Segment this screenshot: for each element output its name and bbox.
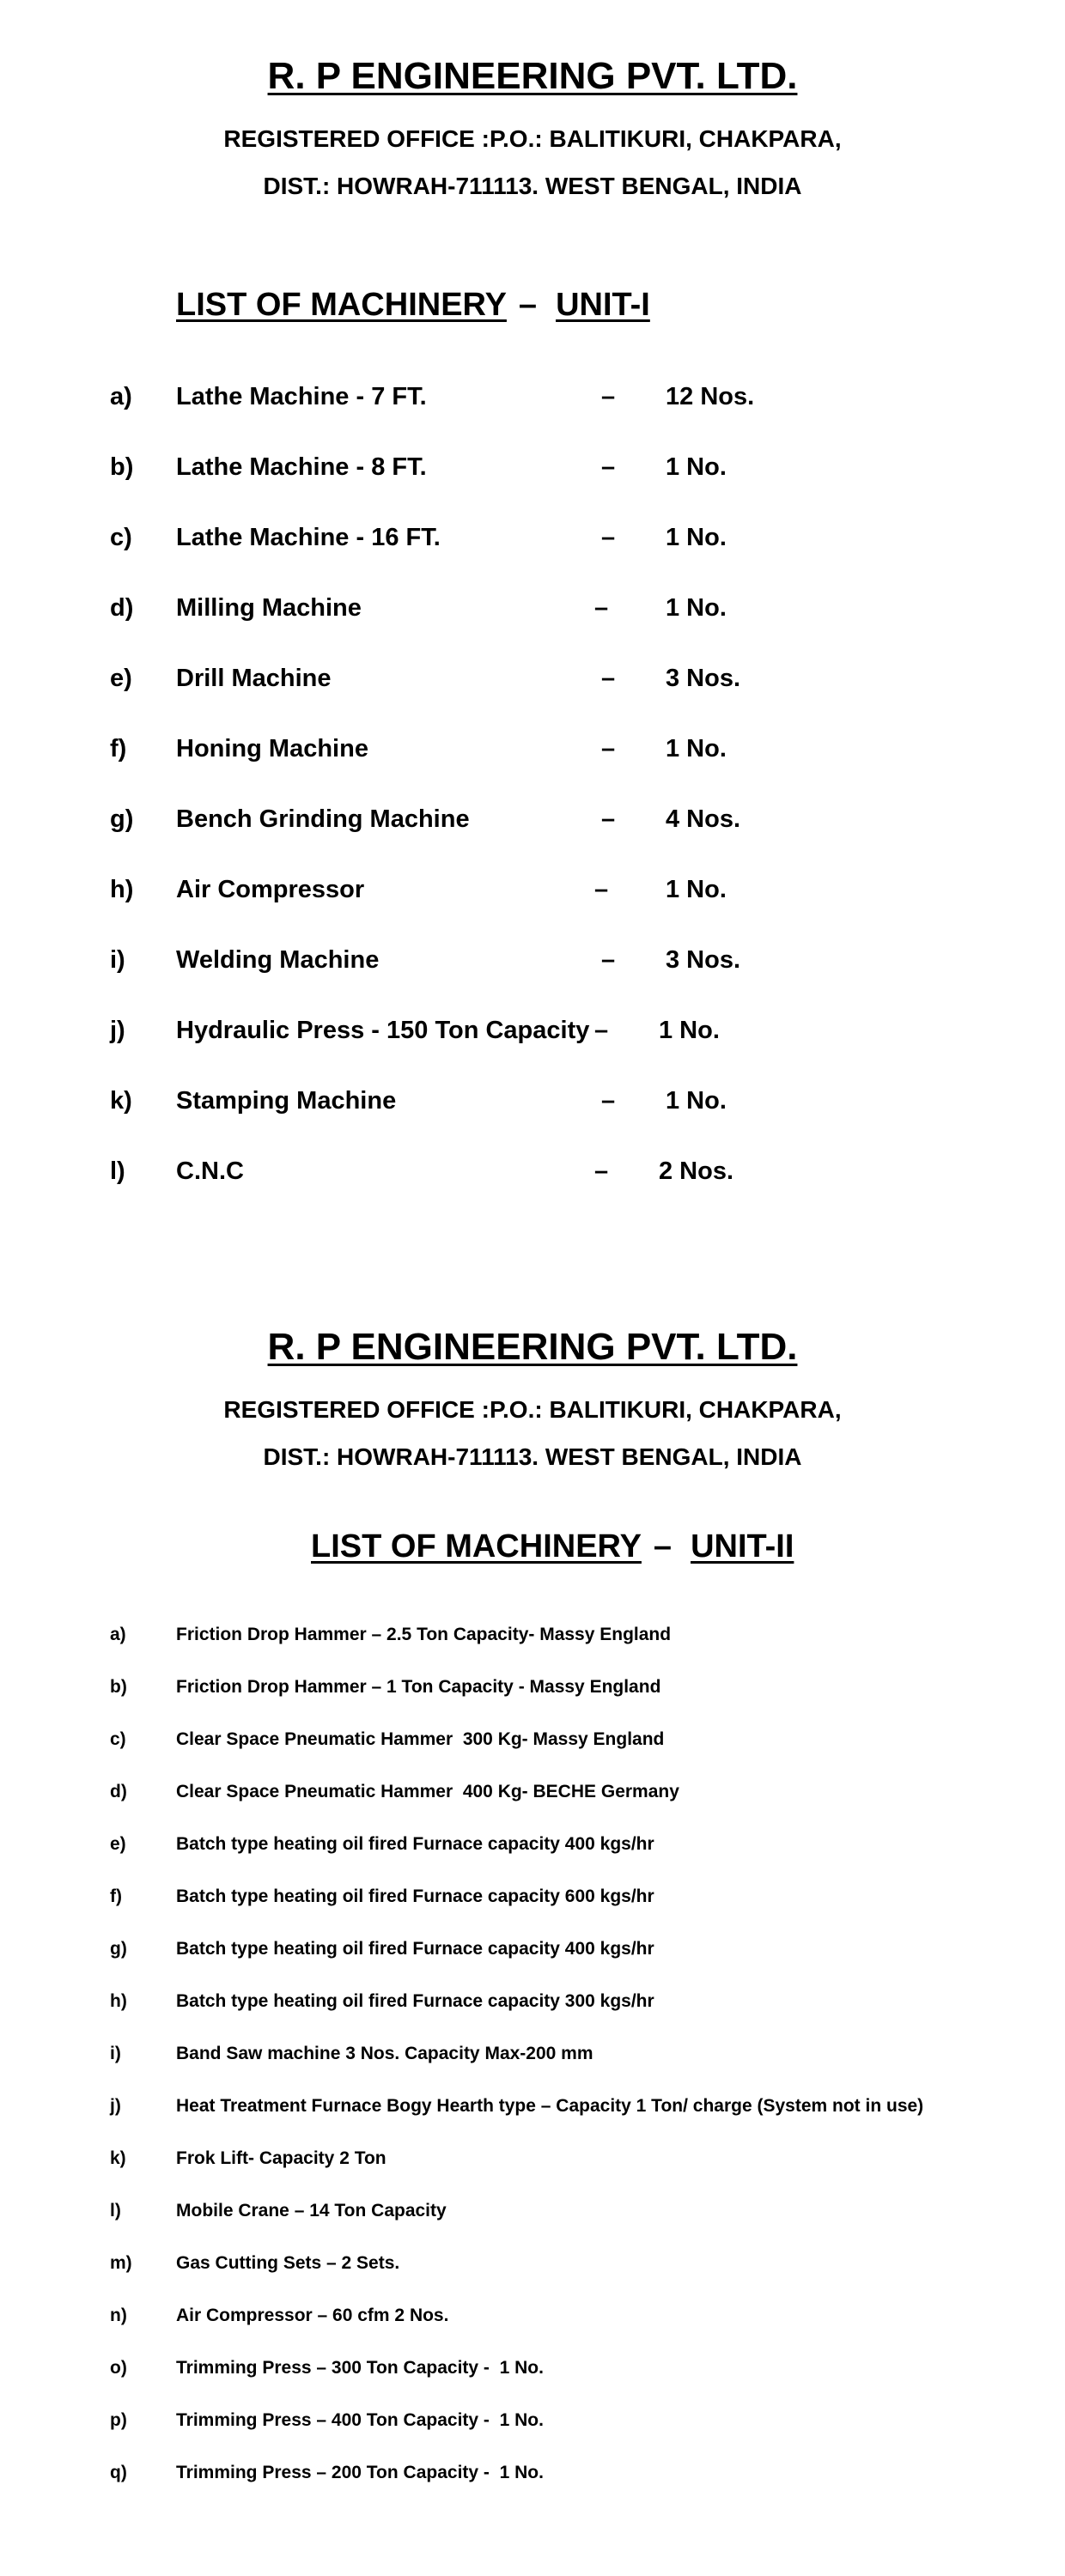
item-name: Clear Space Pneumatic Hammer 300 Kg- Massy England [176,1729,665,1749]
list-item [0,665,1065,699]
list-item [0,1782,1065,1807]
list-item [0,2358,1065,2384]
item-qty: 1 No. [666,876,727,903]
item-dash: – [601,735,616,762]
item-qty: 1 No. [666,453,727,481]
item-dash: – [594,594,609,622]
list-item [0,1834,1065,1860]
item-dash: – [601,524,616,551]
item-letter: f) [110,735,127,762]
item-name: Trimming Press – 200 Ton Capacity - 1 No. [176,2463,544,2482]
item-dash: – [601,383,616,410]
item-letter: d) [110,594,134,622]
item-letter: j) [110,2096,121,2116]
item-name: Lathe Machine - 7 FT. [176,383,427,410]
item-name: Batch type heating oil fired Furnace capacity 400 kgs/hr [176,1939,654,1959]
unit-label: UNIT-II [691,1528,794,1564]
item-letter: e) [110,665,132,692]
list-item [0,524,1065,558]
item-letter: k) [110,1087,132,1115]
list-item [0,1886,1065,1912]
item-letter: j) [110,1017,125,1044]
item-name: Bench Grinding Machine [176,805,470,833]
title-dash: – [518,287,538,323]
item-name: Hydraulic Press - 150 Ton Capacity [176,1017,590,1044]
list-item [0,383,1065,417]
list-item [0,453,1065,488]
list-item [0,2148,1065,2174]
item-letter: c) [110,524,132,551]
item-name: Clear Space Pneumatic Hammer 400 Kg- BECHE Germany [176,1782,679,1801]
item-name: Band Saw machine 3 Nos. Capacity Max-200 mm [176,2044,593,2063]
list-item [0,805,1065,840]
list-title [176,287,650,324]
item-qty: 3 Nos. [666,665,741,692]
item-letter: g) [110,1939,127,1959]
address-line-1: REGISTERED OFFICE :P.O.: BALITIKURI, CHAKPARA, [223,125,842,152]
item-dash: – [601,453,616,481]
title-dash: – [653,1528,672,1564]
list-item [0,946,1065,981]
item-letter: d) [110,1782,127,1801]
item-name: Trimming Press – 400 Ton Capacity - 1 No. [176,2410,544,2430]
list-item [0,1991,1065,2017]
list-item [0,2201,1065,2227]
item-letter: i) [110,2044,121,2063]
list-title-text: LIST OF MACHINERY [311,1528,642,1564]
list-item [0,1677,1065,1703]
item-name: Frok Lift- Capacity 2 Ton [176,2148,386,2168]
item-dash: – [601,1087,616,1115]
company-name: R. P ENGINEERING PVT. LTD. [267,55,798,97]
list-item [0,2253,1065,2279]
list-item [0,1729,1065,1755]
item-letter: a) [110,383,132,410]
item-dash: – [601,665,616,692]
list-item [0,2306,1065,2331]
address-line-2: DIST.: HOWRAH-711113. WEST BENGAL, INDIA [263,1443,802,1470]
list-item [0,876,1065,910]
item-dash: – [594,876,609,903]
item-letter: b) [110,1677,127,1697]
item-letter: q) [110,2463,127,2482]
item-qty: 1 No. [666,594,727,622]
item-letter: h) [110,876,134,903]
list-item [0,735,1065,769]
list-title-text: LIST OF MACHINERY [176,287,507,323]
item-name: Stamping Machine [176,1087,397,1115]
item-letter: f) [110,1886,122,1906]
item-name: Batch type heating oil fired Furnace capacity 300 kgs/hr [176,1991,654,2011]
item-name: Drill Machine [176,665,332,692]
item-qty: 3 Nos. [666,946,741,974]
item-letter: l) [110,1157,125,1185]
item-name: Heat Treatment Furnace Bogy Hearth type – Capacity 1 Ton/ charge (System not in use) [176,2096,924,2116]
item-dash: – [601,946,616,974]
item-letter: n) [110,2306,127,2325]
item-name: Welding Machine [176,946,380,974]
item-qty: 1 No. [659,1017,720,1044]
item-name: Lathe Machine - 8 FT. [176,453,427,481]
list-item [0,2463,1065,2488]
item-letter: i) [110,946,125,974]
list-item [0,1157,1065,1192]
item-qty: 4 Nos. [666,805,741,833]
item-name: Honing Machine [176,735,368,762]
list-item [0,1087,1065,1121]
item-letter: p) [110,2410,127,2430]
item-dash: – [594,1017,609,1044]
item-letter: e) [110,1834,126,1854]
list-title [311,1528,794,1565]
list-item [0,2096,1065,2122]
address-line-1: REGISTERED OFFICE :P.O.: BALITIKURI, CHAKPARA, [223,1396,842,1423]
item-qty: 12 Nos. [666,383,755,410]
item-name: Air Compressor [176,876,365,903]
unit-label: UNIT-I [556,287,650,323]
item-dash: – [601,805,616,833]
item-letter: o) [110,2358,127,2378]
item-qty: 2 Nos. [659,1157,734,1185]
item-letter: k) [110,2148,126,2168]
item-letter: c) [110,1729,126,1749]
item-name: Trimming Press – 300 Ton Capacity - 1 No. [176,2358,544,2378]
item-name: Friction Drop Hammer – 1 Ton Capacity - Massy England [176,1677,661,1697]
item-name: Batch type heating oil fired Furnace capacity 600 kgs/hr [176,1886,654,1906]
item-qty: 1 No. [666,735,727,762]
list-item [0,2410,1065,2436]
item-letter: h) [110,1991,127,2011]
item-letter: m) [110,2253,132,2273]
address-line-2: DIST.: HOWRAH-711113. WEST BENGAL, INDIA [263,173,802,199]
item-qty: 1 No. [666,524,727,551]
item-letter: a) [110,1625,126,1644]
item-letter: b) [110,453,134,481]
item-name: Lathe Machine - 16 FT. [176,524,441,551]
item-qty: 1 No. [666,1087,727,1115]
list-item [0,1625,1065,1650]
item-letter: g) [110,805,134,833]
item-name: Friction Drop Hammer – 2.5 Ton Capacity- Massy England [176,1625,672,1644]
item-dash: – [594,1157,609,1185]
item-letter: l) [110,2201,121,2221]
item-name: C.N.C [176,1157,244,1185]
list-item [0,1939,1065,1965]
company-name: R. P ENGINEERING PVT. LTD. [267,1326,798,1368]
item-name: Batch type heating oil fired Furnace capacity 400 kgs/hr [176,1834,654,1854]
item-name: Milling Machine [176,594,362,622]
list-item [0,1017,1065,1051]
item-name: Mobile Crane – 14 Ton Capacity [176,2201,447,2221]
item-name: Gas Cutting Sets – 2 Sets. [176,2253,400,2273]
list-item [0,2044,1065,2069]
list-item [0,594,1065,629]
item-name: Air Compressor – 60 cfm 2 Nos. [176,2306,449,2325]
